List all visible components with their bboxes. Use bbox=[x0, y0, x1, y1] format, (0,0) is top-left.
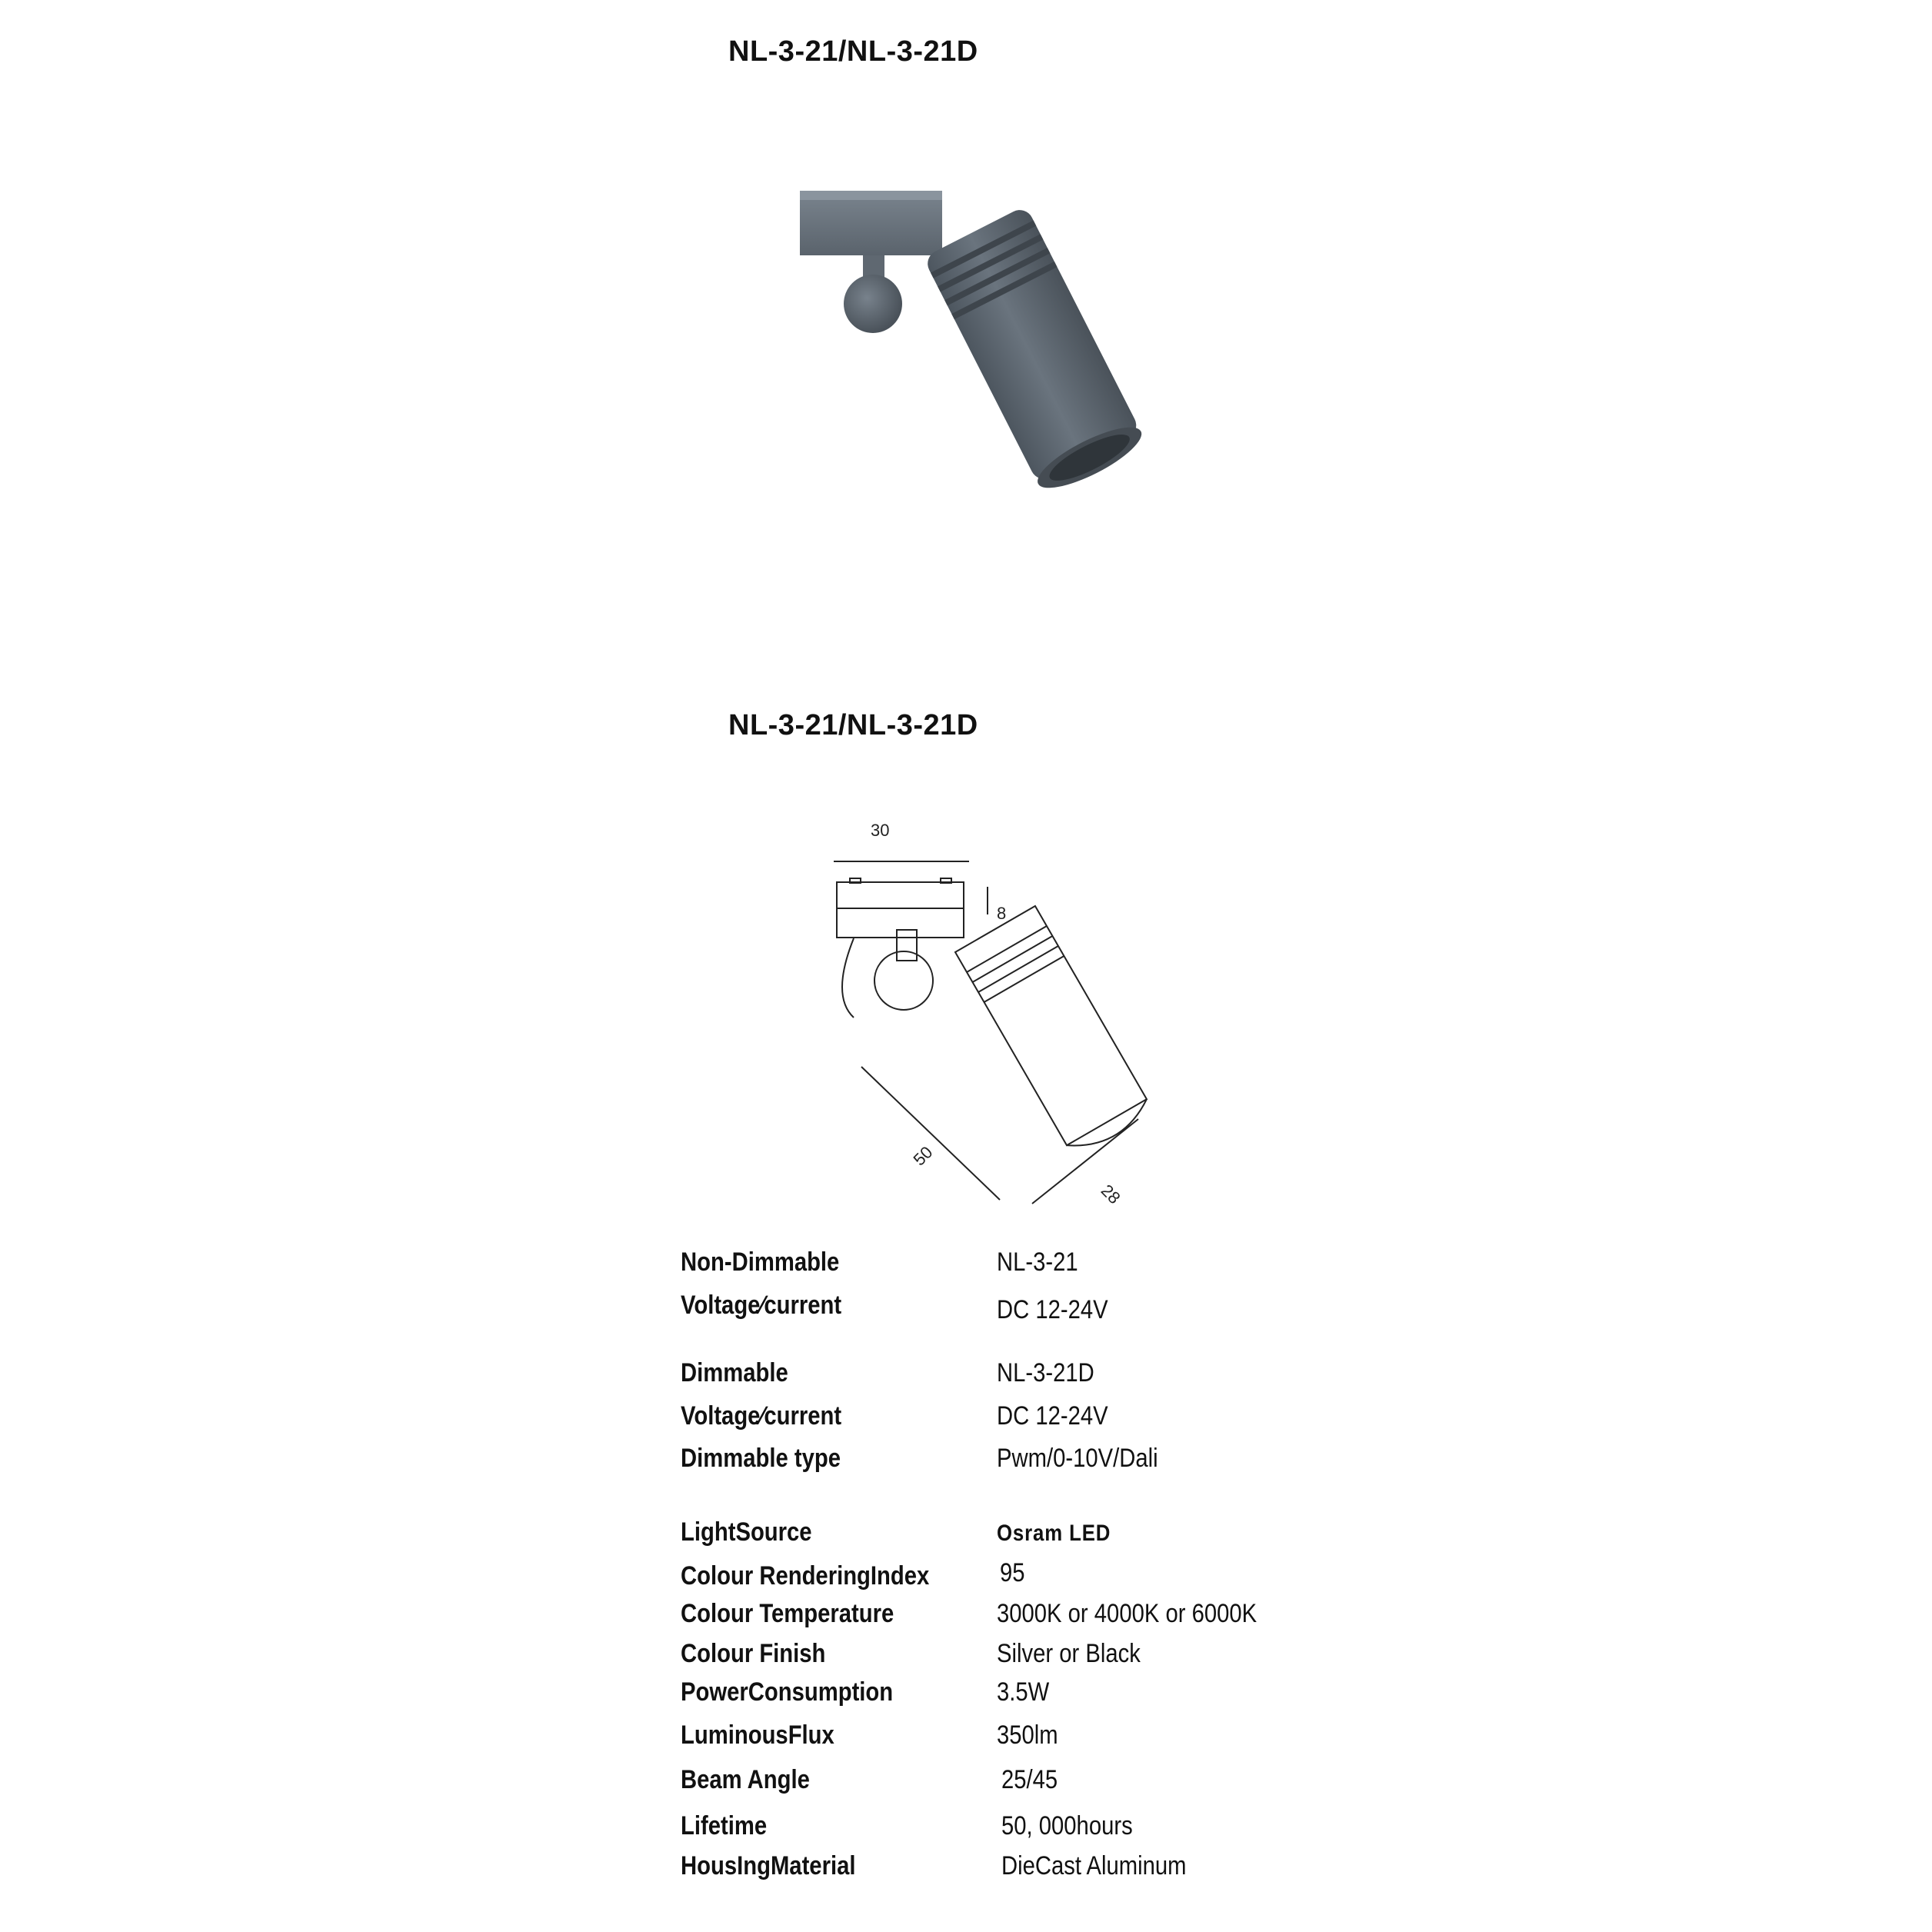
spec-value: Osram LED bbox=[997, 1521, 1111, 1546]
spec-value: 350lm bbox=[997, 1720, 1058, 1750]
spec-value: NL-3-21 bbox=[997, 1247, 1078, 1277]
spec-value: DC 12-24V bbox=[997, 1401, 1108, 1431]
drawing-cable bbox=[842, 938, 854, 1018]
spec-label: LuminousFlux bbox=[681, 1720, 834, 1750]
drawing-clip-right bbox=[941, 878, 951, 883]
spec-label: Dimmable bbox=[681, 1358, 788, 1387]
product-title: NL-3-21/NL-3-21D bbox=[728, 35, 978, 68]
dimension-length-label: 50 bbox=[909, 1142, 937, 1170]
spec-label: LightSource bbox=[681, 1517, 812, 1547]
drawing-title: NL-3-21/NL-3-21D bbox=[728, 709, 978, 741]
spec-label: Colour Finish bbox=[681, 1639, 826, 1668]
spec-value: Pwm/0-10V/Dali bbox=[997, 1444, 1158, 1473]
spec-label: Non-Dimmable bbox=[681, 1247, 840, 1277]
drawing-stem bbox=[897, 930, 917, 961]
spec-label: Colour Temperature bbox=[681, 1599, 894, 1628]
dimension-diameter-label: 28 bbox=[1097, 1181, 1124, 1208]
spec-value: DieCast Aluminum bbox=[1001, 1851, 1187, 1880]
spec-value: 50, 000hours bbox=[1001, 1811, 1133, 1840]
product-photo bbox=[769, 169, 1200, 569]
spec-label: Dimmable type bbox=[681, 1444, 841, 1473]
mount-base bbox=[800, 191, 942, 255]
spec-value: 3000K or 4000K or 6000K bbox=[997, 1599, 1257, 1628]
spec-label: HousIngMaterial bbox=[681, 1851, 856, 1880]
spec-value: Silver or Black bbox=[997, 1639, 1141, 1668]
spec-value: NL-3-21D bbox=[997, 1358, 1094, 1387]
spec-value: 3.5W bbox=[997, 1677, 1050, 1707]
spec-label: Voltage∕current bbox=[681, 1401, 842, 1431]
ball-joint bbox=[844, 275, 902, 333]
dimension-height-label: 8 bbox=[997, 904, 1007, 923]
mount-base-top bbox=[800, 191, 942, 200]
spec-label: Voltage∕current bbox=[681, 1291, 842, 1320]
drawing-clip-left bbox=[850, 878, 861, 883]
technical-drawing bbox=[815, 804, 1154, 1219]
spec-value: 95 bbox=[1000, 1558, 1025, 1587]
dimension-width-label: 30 bbox=[871, 821, 890, 840]
lamp-cylinder bbox=[923, 205, 1148, 499]
spec-value: DC 12-24V bbox=[997, 1295, 1108, 1324]
spec-label: Colour RenderingIndex bbox=[681, 1561, 930, 1591]
drawing-cylinder bbox=[955, 906, 1154, 1158]
dimension-line-length bbox=[861, 1067, 1000, 1200]
spec-label: Beam Angle bbox=[681, 1765, 810, 1794]
spec-value: 25/45 bbox=[1001, 1765, 1058, 1794]
spec-label: Lifetime bbox=[681, 1811, 768, 1840]
spec-label: PowerConsumption bbox=[681, 1677, 894, 1707]
